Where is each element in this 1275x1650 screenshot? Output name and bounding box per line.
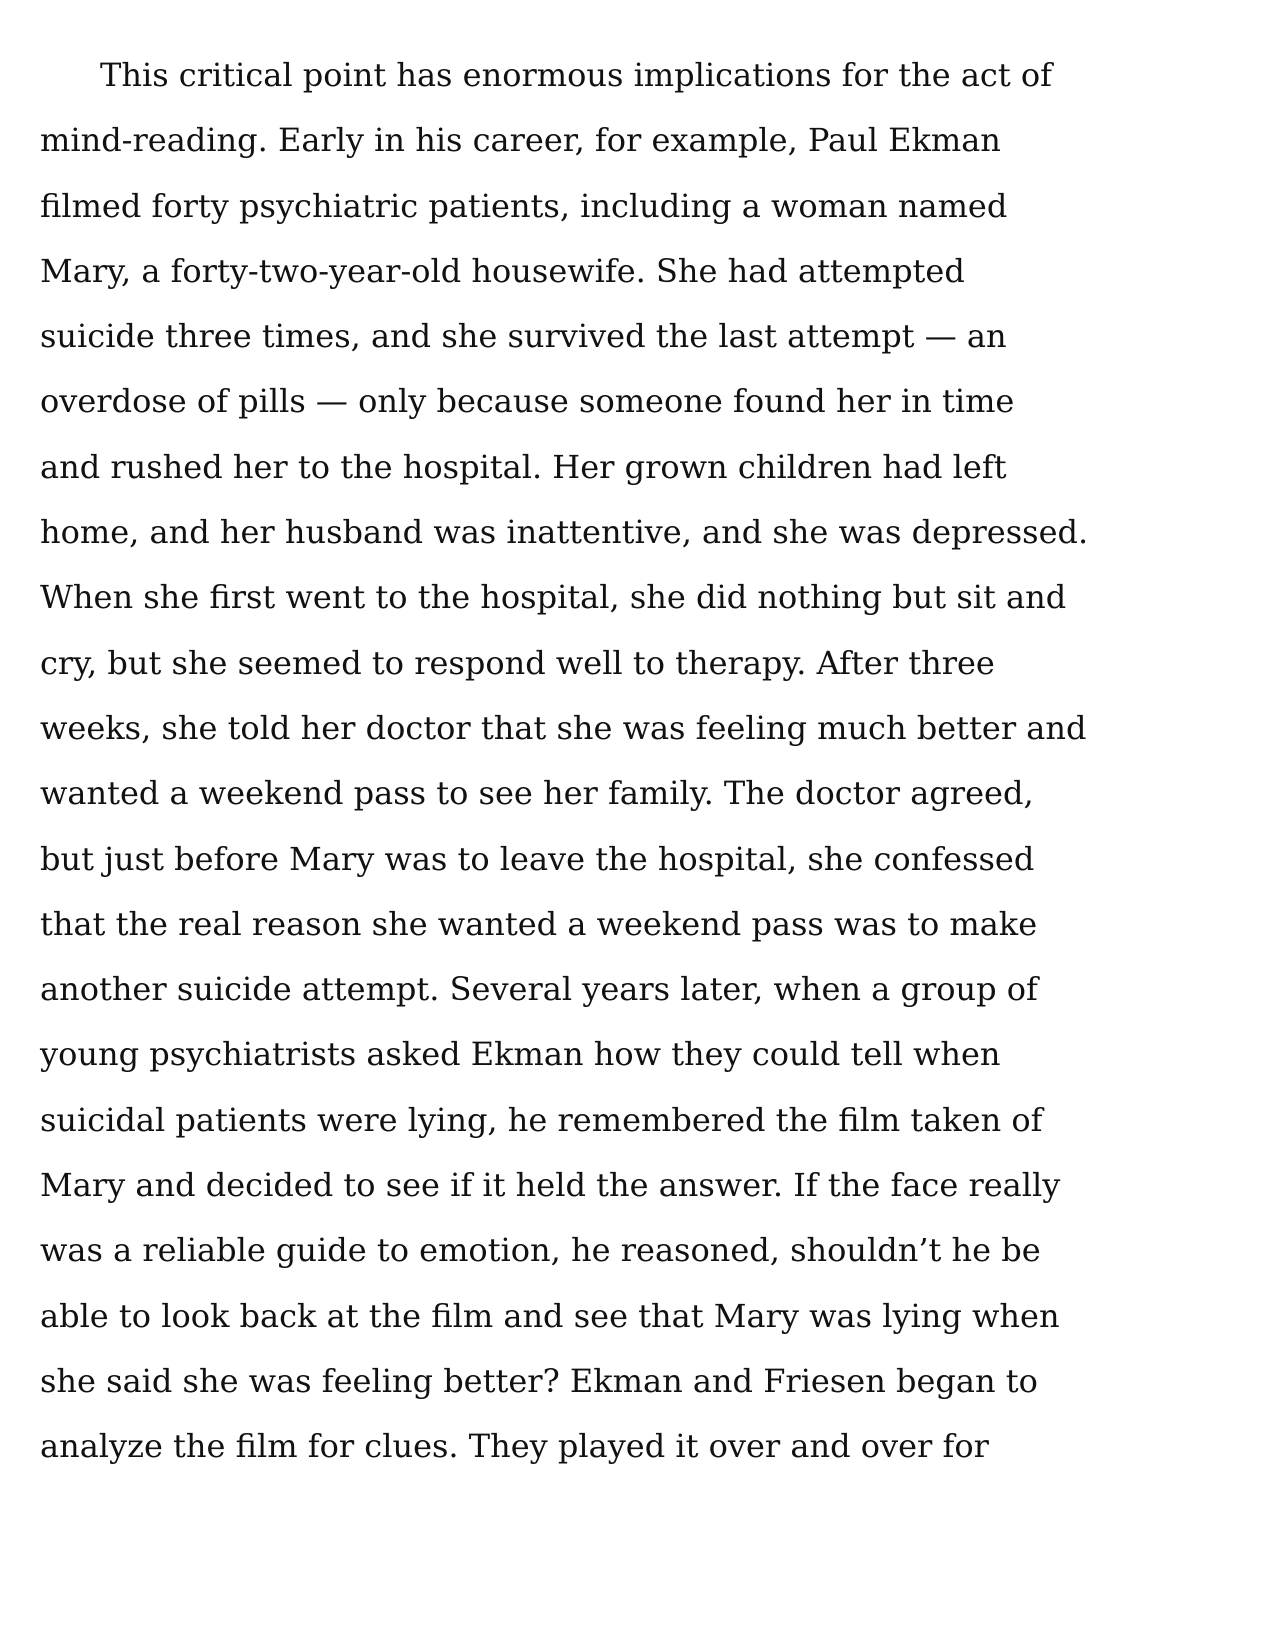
paragraph-line: she said she was feeling better? Ekman and Friesen began to xyxy=(40,1361,1038,1400)
paragraph-line: This critical point has enormous implications for the act of xyxy=(100,56,1052,94)
paragraph-line: suicide three times, and she survived the last attempt — an xyxy=(40,317,1007,356)
paragraph-line: Mary and decided to see if it held the answer. If the face really xyxy=(40,1166,1061,1205)
paragraph-line: that the real reason she wanted a weekend pass was to make xyxy=(40,904,1038,943)
paragraph-line: and rushed her to the hospital. Her grown children had left xyxy=(40,447,1007,486)
paragraph-line: wanted a weekend pass to see her family. The doctor agreed, xyxy=(40,774,1034,813)
paragraph-line: Mary, a forty-two-year-old housewife. She had attempted xyxy=(40,251,965,290)
paragraph-line: suicidal patients were lying, he remembered the film taken of xyxy=(40,1100,1043,1139)
paragraph-line: was a reliable guide to emotion, he reasoned, shouldn’t he be xyxy=(40,1231,1041,1270)
paragraph-line: able to look back at the film and see that Mary was lying when xyxy=(40,1296,1060,1335)
paragraph-line: young psychiatrists asked Ekman how they could tell when xyxy=(40,1035,1001,1074)
paragraph-line: but just before Mary was to leave the hospital, she confessed xyxy=(40,839,1035,878)
paragraph-line: filmed forty psychiatric patients, including a woman named xyxy=(40,186,1008,225)
paragraph-line: overdose of pills — only because someone found her in time xyxy=(40,382,1015,421)
paragraph-line: home, and her husband was inattentive, and she was depressed. xyxy=(40,513,1089,552)
paragraph-line: When she first went to the hospital, she did nothing but sit and xyxy=(40,578,1067,617)
paragraph-line: another suicide attempt. Several years later, when a group of xyxy=(40,970,1038,1009)
document-page xyxy=(40,43,1240,1480)
paragraph-line: cry, but she seemed to respond well to therapy. After three xyxy=(40,643,995,682)
paragraph-line: weeks, she told her doctor that she was feeling much better and xyxy=(40,708,1087,747)
paragraph-line: mind-reading. Early in his career, for example, Paul Ekman xyxy=(40,121,1001,160)
paragraph-line: analyze the film for clues. They played it over and over for xyxy=(40,1427,989,1466)
